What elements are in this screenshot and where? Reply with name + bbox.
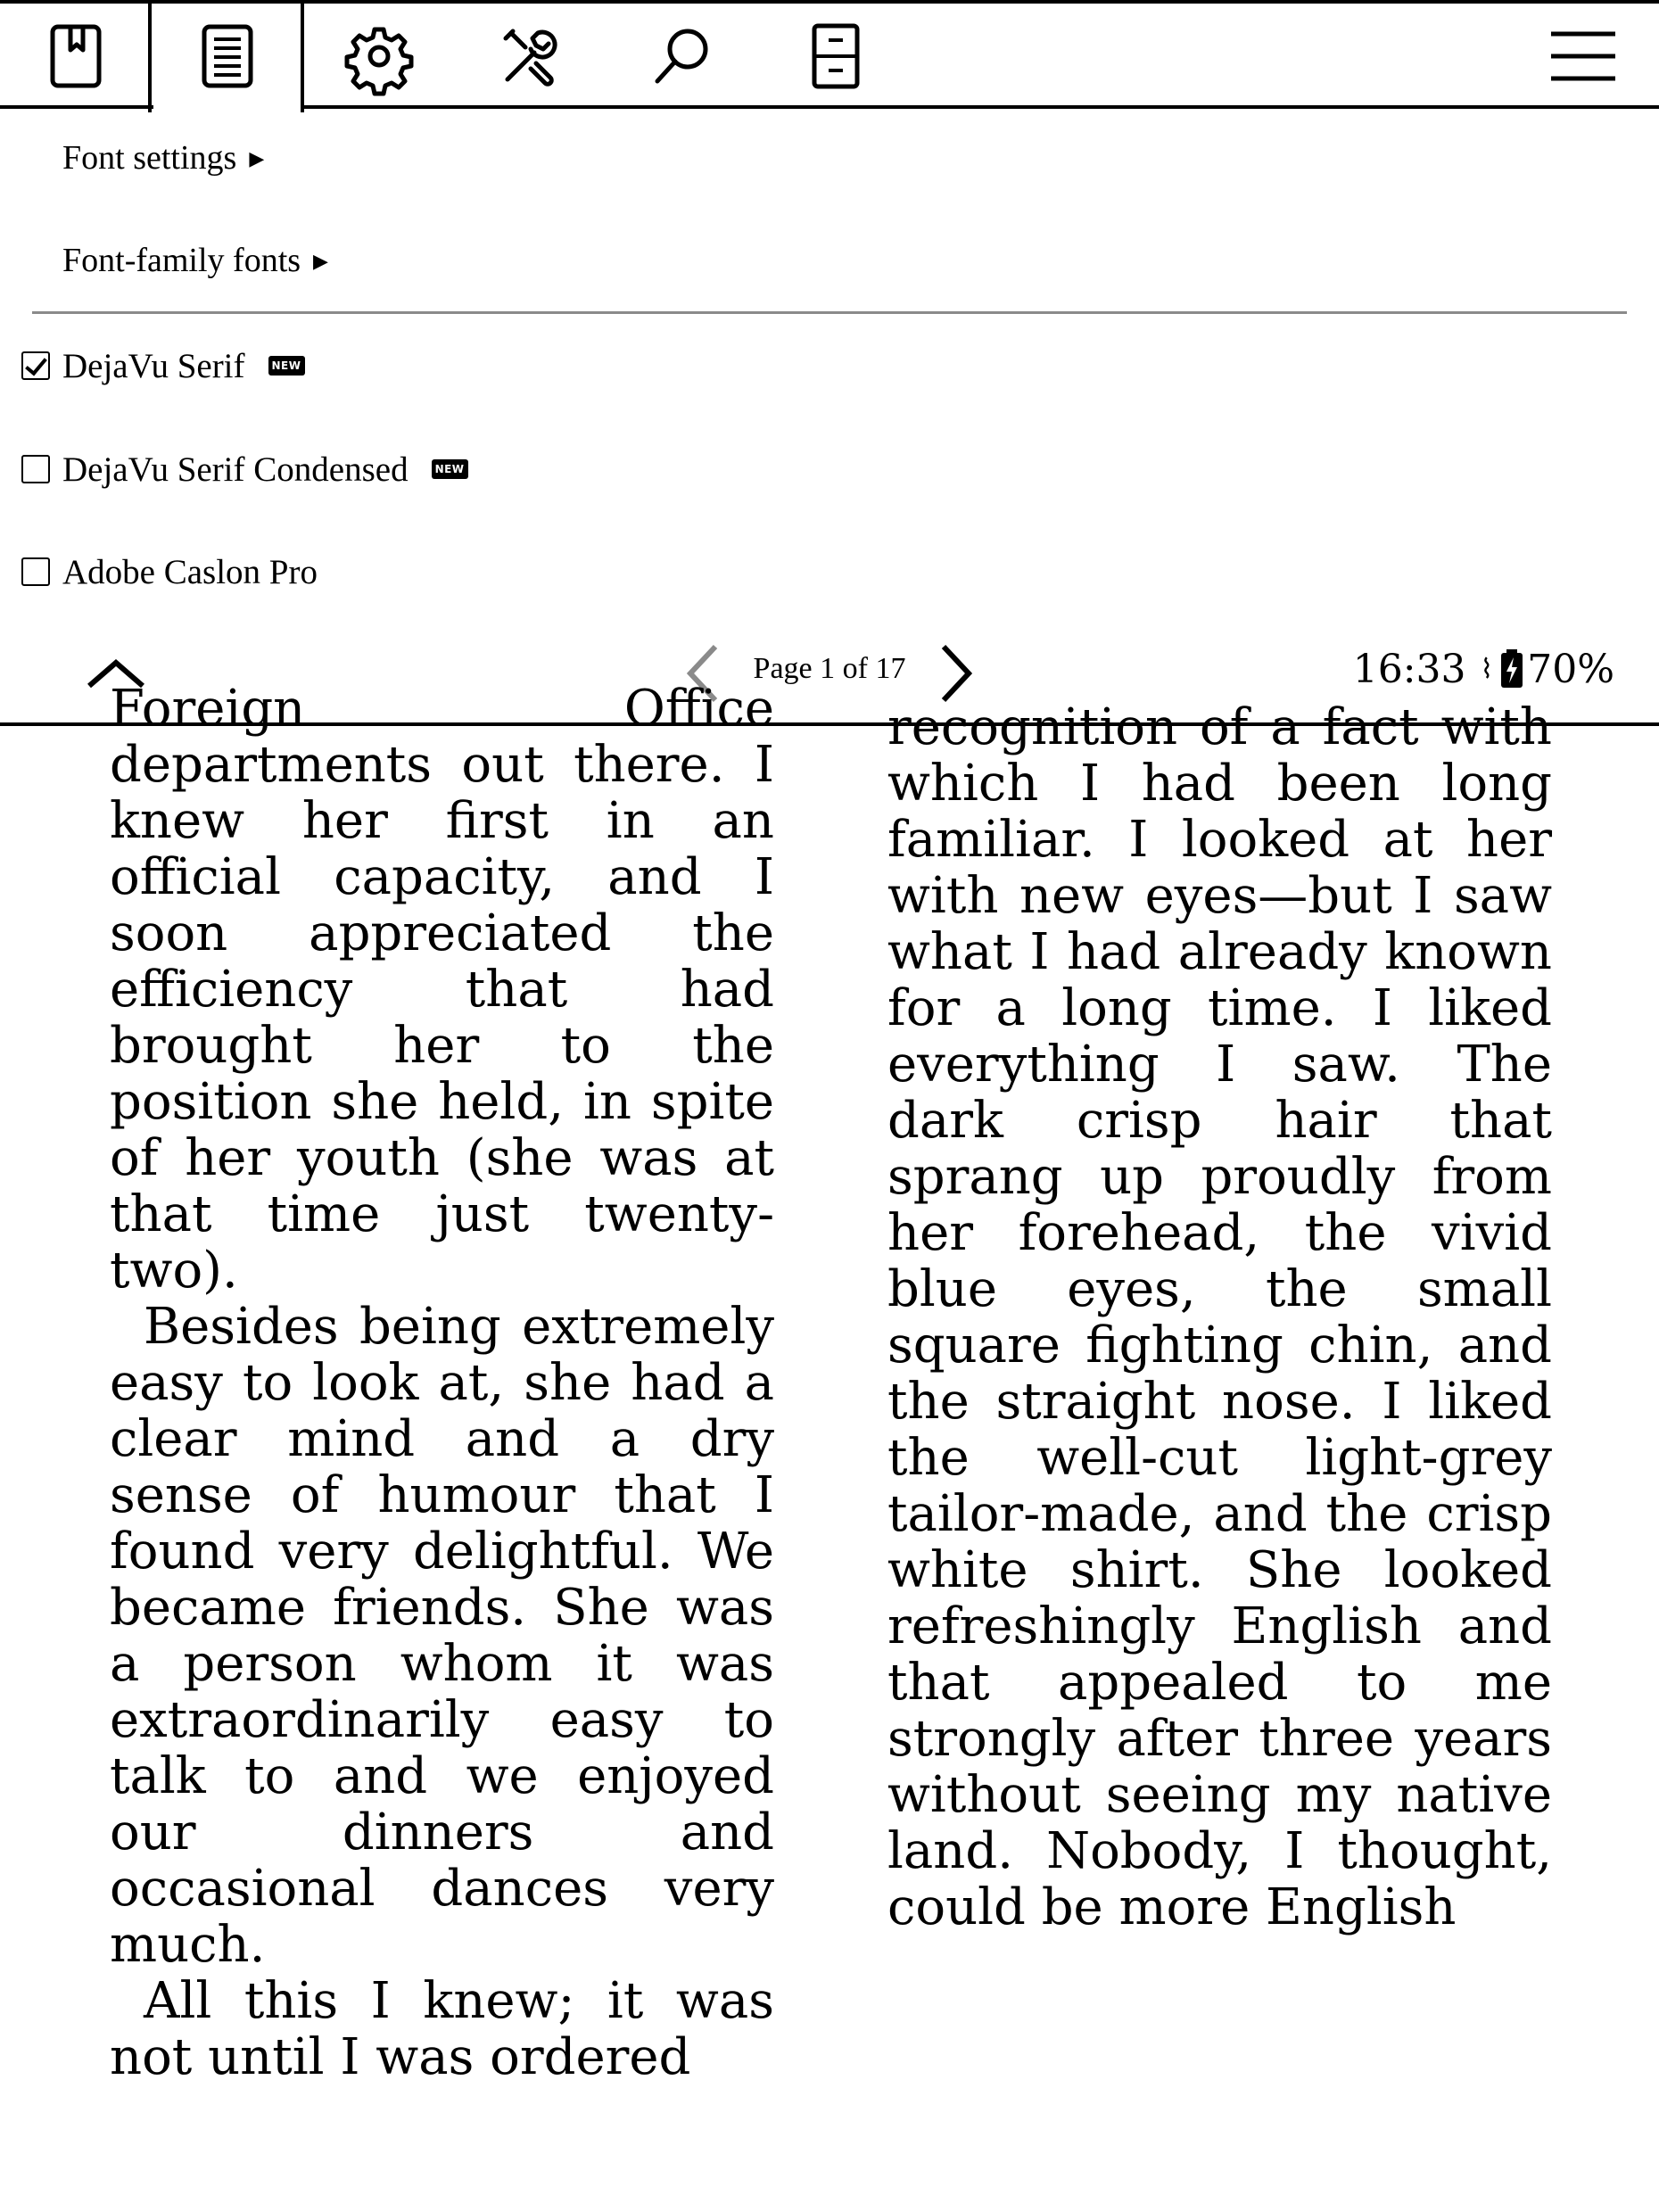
font-option-label: DejaVu Serif Condensed (62, 450, 409, 489)
tab-settings[interactable] (303, 4, 455, 109)
font-settings-item[interactable] (62, 141, 264, 175)
new-badge: NEW (432, 459, 468, 479)
new-badge: NEW (268, 356, 305, 376)
paragraph: recognition of a fact with which I had been long familiar. I looked at her with new eyes—but I saw what I had already known for a long time. I liked everything I saw. The dark crisp hair that sprang up proudly from her forehead, the vivid blue eyes, the small square fighting chin, and the straight nose. I liked the well-cut light-grey tailor-made, and the crisp white shirt. She looked refreshingly English and that appealed to me strongly after three years without seeing my native land. Nobody, I thought, could be more English (887, 698, 1552, 1936)
font-family-fonts-item[interactable] (62, 243, 328, 277)
text-column-left (110, 681, 774, 2085)
device-icon (811, 22, 861, 90)
font-settings-label: Font settings (62, 139, 237, 177)
font-option-dejavu-serif[interactable] (21, 343, 305, 388)
reading-area[interactable] (0, 680, 1659, 2212)
font-option-label: DejaVu Serif (62, 346, 245, 385)
paragraph: Foreign Office departments out there. I knew her first in an official capacity, and I soon appreciated the efficiency that had brought her to the position she held, in spite of her youth (she was at that time just twenty-two). (110, 680, 774, 1300)
font-family-fonts-label: Font-family fonts (62, 242, 301, 279)
font-option-dejavu-serif-condensed[interactable] (21, 447, 468, 491)
tab-device[interactable] (760, 4, 912, 109)
hamburger-menu-icon (1549, 29, 1617, 84)
tab-tools[interactable] (455, 4, 607, 109)
active-tab-indicator (153, 105, 301, 116)
status-area (1353, 648, 1614, 690)
document-icon (201, 23, 254, 89)
submenu-arrow-icon: ▶ (313, 250, 328, 272)
paragraph: All this I knew; it was not until I was ordered (110, 1972, 774, 2086)
menu-divider (32, 311, 1627, 314)
wifi-off-icon: ⌇ (1480, 653, 1494, 685)
font-option-label: Adobe Caslon Pro (62, 552, 318, 591)
page-indicator[interactable]: Page 1 of 17 (753, 652, 906, 685)
main-menu-button[interactable] (1507, 4, 1659, 109)
tools-icon (499, 24, 563, 88)
checkbox[interactable] (21, 455, 50, 483)
clock: 16:33 (1352, 646, 1466, 692)
tab-typeset[interactable] (152, 4, 303, 109)
gear-icon (347, 24, 411, 88)
font-option-adobe-caslon-pro[interactable] (21, 549, 318, 594)
battery-charging-icon (1500, 649, 1523, 689)
search-icon (650, 24, 714, 88)
tab-search[interactable] (607, 4, 758, 109)
submenu-arrow-icon: ▶ (249, 147, 265, 169)
tab-table-of-contents[interactable] (0, 4, 152, 109)
bookmark-icon (49, 23, 103, 89)
text-column-right (887, 699, 1552, 1936)
battery-percentage: 70% (1527, 646, 1614, 692)
paragraph: Besides being extremely easy to look at, she had a clear mind and a dry sense of humour that I found very delightful. We became friends. She was a person whom it was extraordinarily easy to talk to and we enjoyed our dinners and occasional dances very much. (110, 1298, 774, 1974)
checkbox[interactable] (21, 557, 50, 586)
checkbox-checked[interactable] (21, 351, 50, 380)
top-toolbar (0, 0, 1659, 109)
